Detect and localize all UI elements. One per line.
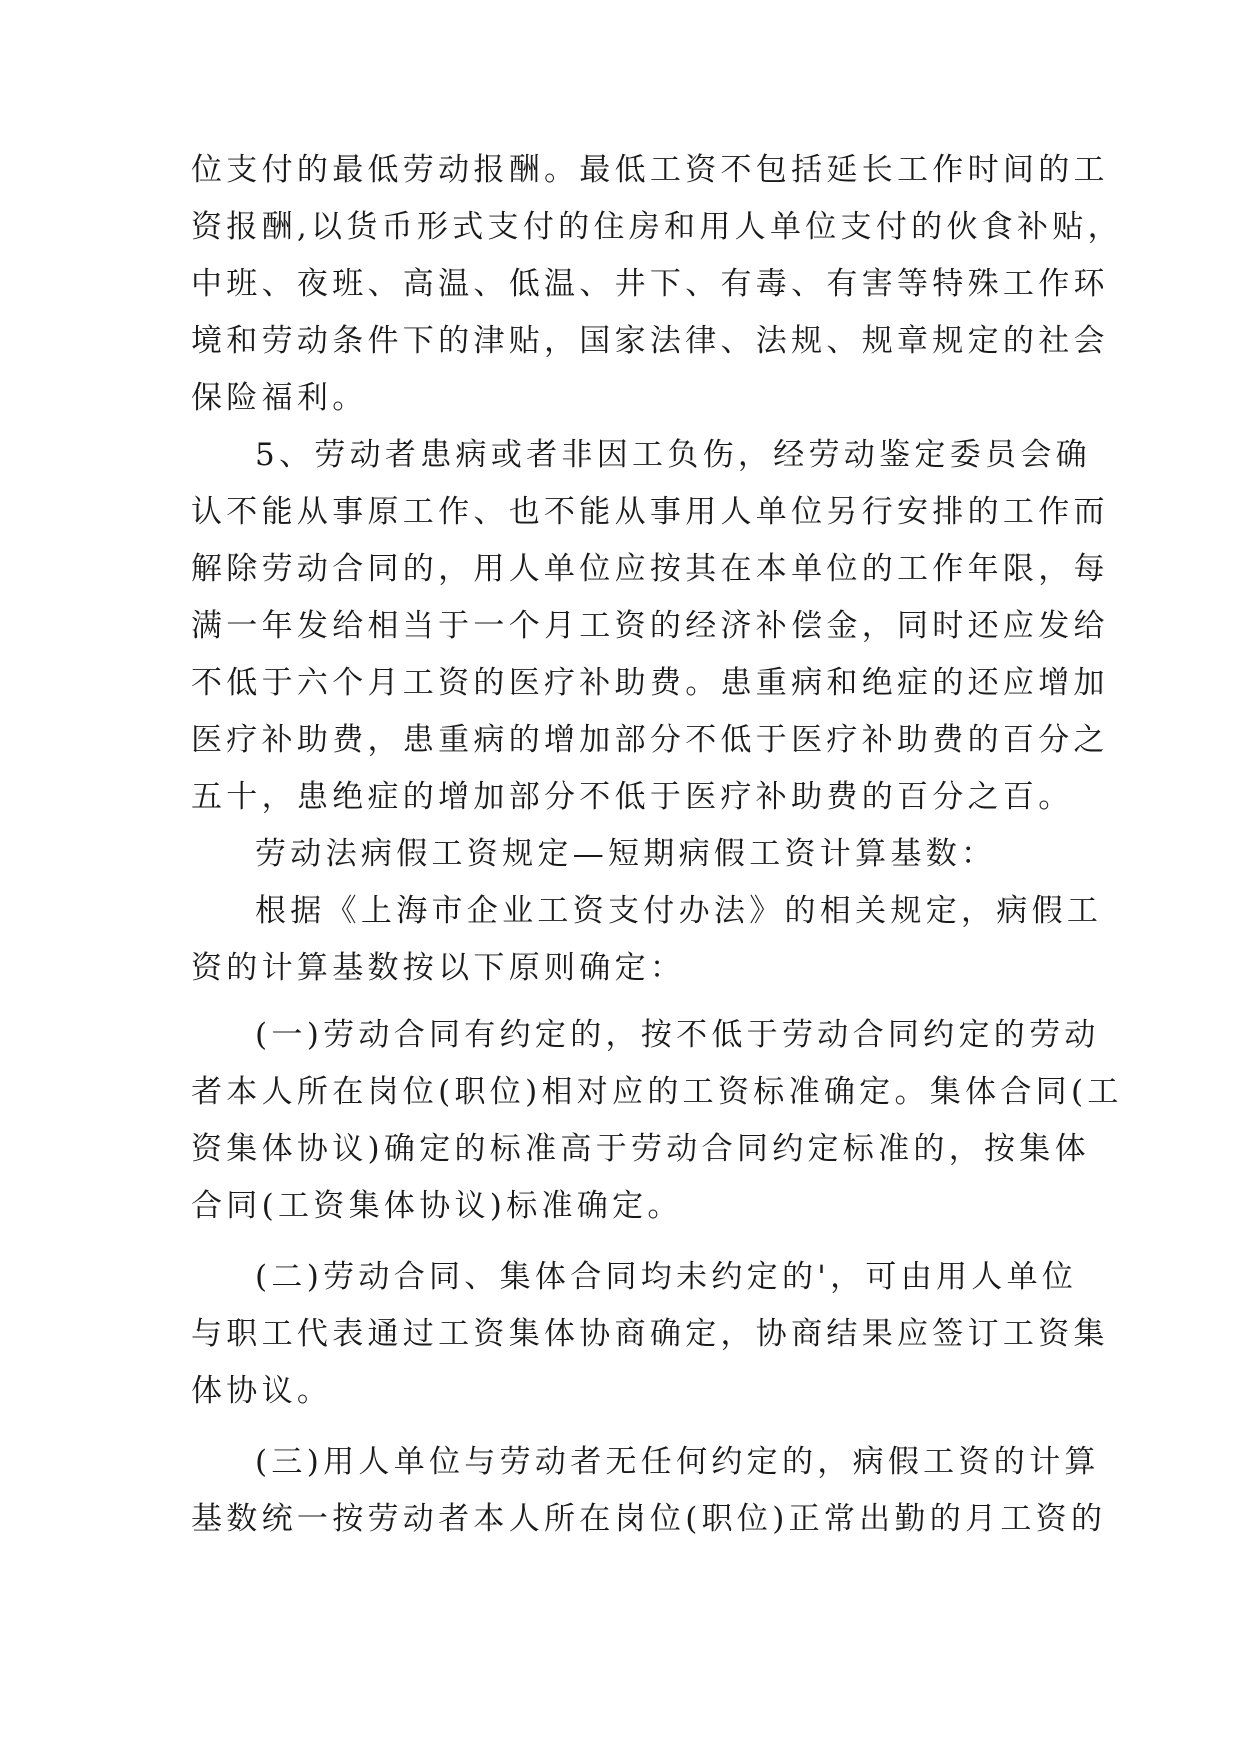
text-line: 不低于六个月工资的医疗补助费。患重病和绝症的还应增加 [191,665,1109,701]
text-line: 认不能从事原工作、也不能从事用人单位另行安排的工作而 [191,494,1109,530]
section-heading: 劳动法病假工资规定—短期病假工资计算基数： [255,836,997,872]
text-line: 解除劳动合同的，用人单位应按其在本单位的工作年限，每 [191,551,1109,587]
text-line: 资的计算基数按以下原则确定： [191,950,686,986]
text-line: 医疗补助费，患重病的增加部分不低于医疗补助费的百分之 [191,722,1109,758]
paragraph-start-line: (一)劳动合同有约定的，按不低于劳动合同约定的劳动 [255,1017,1100,1053]
text-line: 境和劳动条件下的津贴，国家法律、法规、规章规定的社会 [191,323,1109,359]
text-line: 与职工代表通过工资集体协商确定，协商结果应签订工资集 [191,1316,1109,1352]
text-line: 五十，患绝症的增加部分不低于医疗补助费的百分之百。 [191,779,1074,815]
text-line: 者本人所在岗位(职位)相对应的工资标准确定。集体合同(工 [191,1074,1123,1110]
text-line: 资集体协议)确定的标准高于劳动合同约定标准的，按集体 [191,1131,1090,1167]
text-line: 保险福利。 [191,380,368,416]
text-line: 基数统一按劳动者本人所在岗位(职位)正常出勤的月工资的 [191,1501,1107,1537]
text-line: 满一年发给相当于一个月工资的经济补偿金，同时还应发给 [191,608,1109,644]
text-line: 合同(工资集体协议)标准确定。 [191,1188,683,1224]
text-line: 体协议。 [191,1373,333,1409]
paragraph-start-line: (三)用人单位与劳动者无任何约定的，病假工资的计算 [255,1444,1100,1480]
paragraph-start-line: 根据《上海市企业工资支付办法》的相关规定，病假工 [255,893,1103,929]
text-line: 位支付的最低劳动报酬。最低工资不包括延长工作时间的工 [191,152,1109,188]
paragraph-start-line: 5、劳动者患病或者非因工负伤，经劳动鉴定委员会确 [255,437,1091,473]
text-line: 中班、夜班、高温、低温、井下、有毒、有害等特殊工作环 [191,266,1109,302]
text-line: 资报酬,以货币形式支付的住房和用人单位支付的伙食补贴， [191,209,1123,245]
paragraph-start-line: (二)劳动合同、集体合同均未约定的'，可由用人单位 [255,1259,1078,1295]
